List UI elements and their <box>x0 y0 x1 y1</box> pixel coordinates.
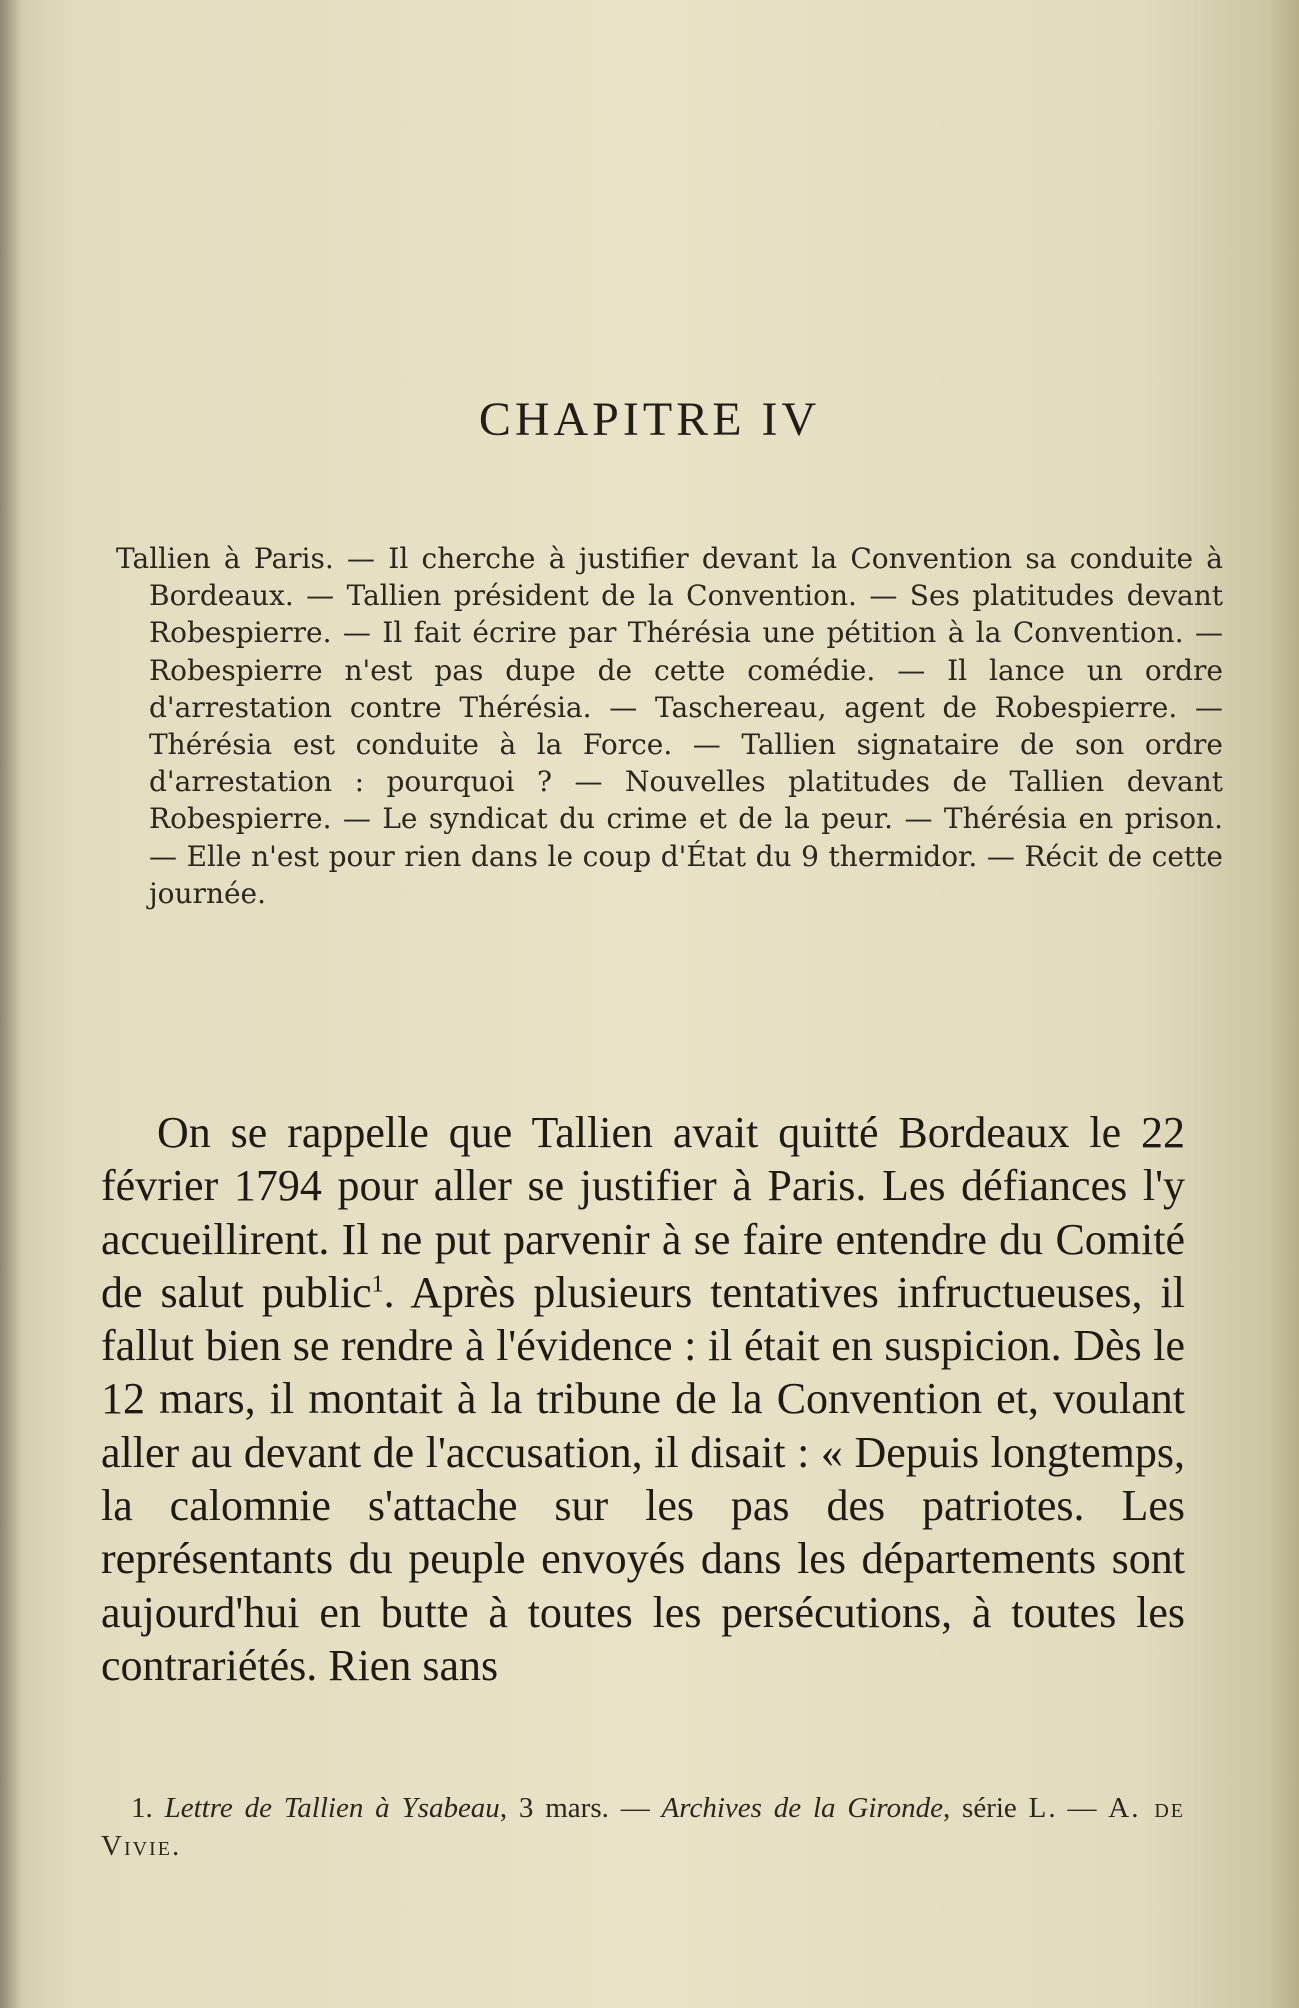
chapter-title: CHAPITRE IV <box>478 393 821 446</box>
footnote-series-letter: L <box>1028 1792 1049 1824</box>
footnote-source-title: Lettre de Tallien à Ysabeau <box>164 1792 500 1824</box>
footnote-archive: Archives de la Gironde <box>661 1792 943 1824</box>
body-text-part-2: . Après plusieurs tentatives infructueuses, il fallut bien se rendre à l'évidence : il était en suspicion. Dès le 12 mars, il montait à la tribune de la Convention et, voulant aller au devant de l'accusation, il disait : « Depuis longtemps, la calomnie s'attache sur les pas des patriotes. Les représentants du peuple envoyés dans les départements sont aujourd'hui en butte à toutes les persécutions, à toutes les contrariétés. Rien sans <box>101 1267 1185 1690</box>
footnote-end: . <box>171 1830 180 1862</box>
page-edge-shadow <box>1269 0 1299 2008</box>
page-gutter-shadow <box>0 0 22 2008</box>
footnote-series: , série <box>942 1792 1029 1824</box>
footnote <box>101 1789 1185 1865</box>
chapter-summary: Tallien à Paris. — Il cherche à justifier devant la Convention sa conduite à Bordeaux. — Tallien président de la Convention. — Ses platitudes devant Robespierre. — Il fait écrire par Thérésia une pétition à la Convention. — Robespierre n'est pas dupe de cette comédie. — Il lance un ordre d'arrestation contre Thérésia. — Taschereau, agent de Robespierre. — Thérésia est conduite à la Force. — Tallien signataire de son ordre d'arrestation : pourquoi ? — Nouvelles platitudes de Tallien devant Robespierre. — Le syndicat du crime et de la peur. — Thérésia en prison. — Elle n'est pour rien dans le coup d'État du 9 thermidor. — Récit de cette journée. <box>116 542 1223 910</box>
footnote-date: , 3 mars. — <box>499 1792 662 1824</box>
footnote-reference[interactable]: 1 <box>371 1271 384 1298</box>
body-text-part-1: On se rappelle que Tallien avait quitté Bordeaux le 22 février 1794 pour aller se justifier à Paris. Les défiances l'y accueillirent. Il ne put parvenir à se faire entendre du Comité de salut public <box>101 1108 1185 1317</box>
body-paragraph <box>101 1106 1185 1692</box>
footnote-separator: . — <box>1048 1792 1109 1824</box>
footnote-number: 1. <box>131 1792 153 1824</box>
footnote-author: A. de Vivie <box>101 1792 1185 1862</box>
